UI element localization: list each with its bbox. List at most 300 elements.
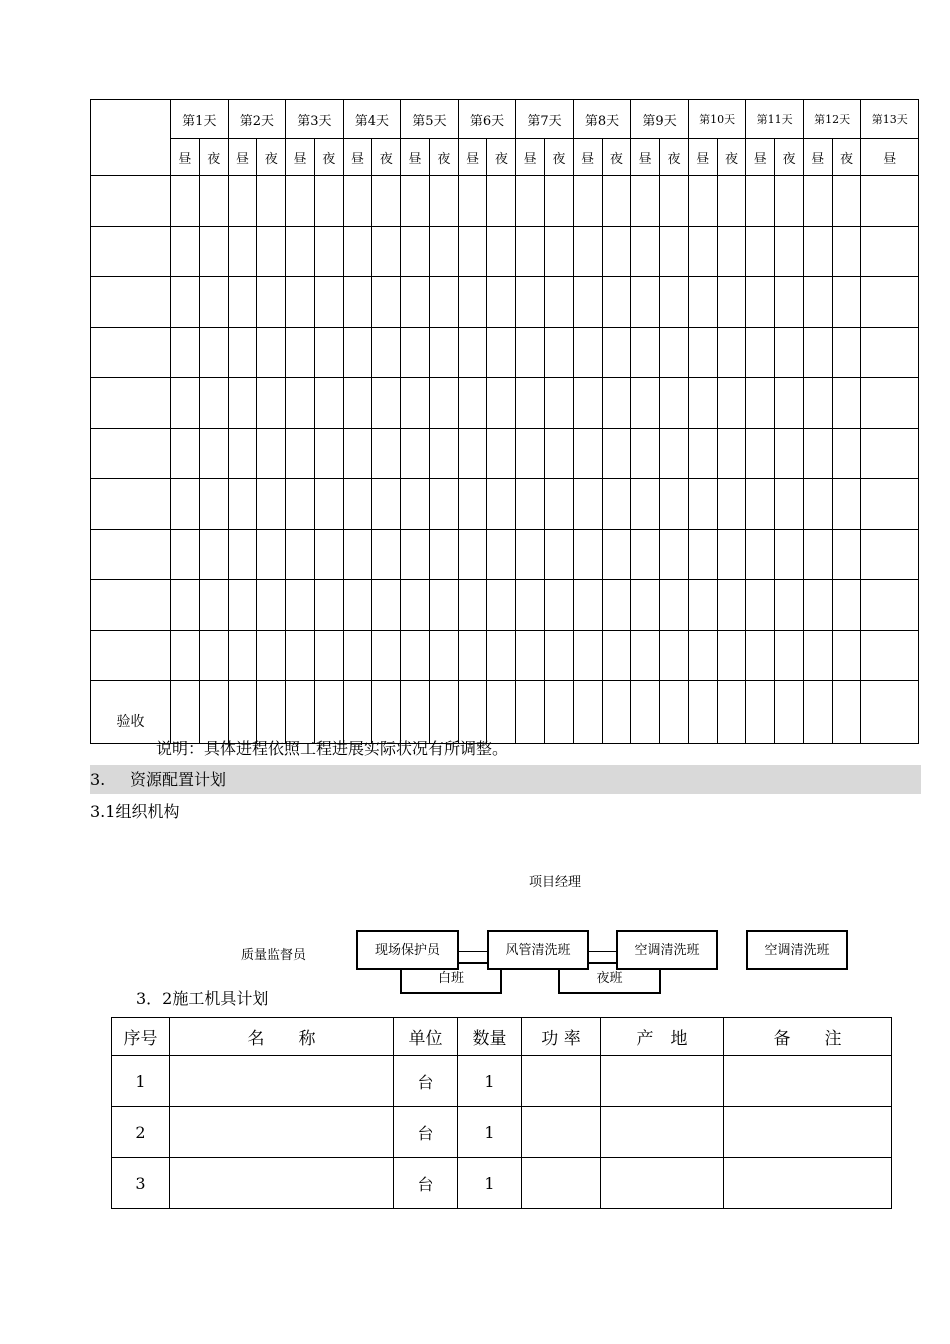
machinery-header-row bbox=[112, 1018, 892, 1056]
schedule-cell bbox=[458, 580, 487, 631]
cell-unit: 台 bbox=[394, 1107, 458, 1158]
schedule-cell bbox=[516, 176, 545, 227]
schedule-day-shift-label: 昼 bbox=[861, 139, 919, 176]
schedule-cell bbox=[573, 630, 602, 681]
schedule-cell bbox=[91, 580, 171, 631]
schedule-cell bbox=[171, 630, 200, 681]
schedule-cell bbox=[171, 681, 200, 744]
schedule-cell bbox=[516, 479, 545, 530]
schedule-cell bbox=[372, 176, 401, 227]
schedule-cell bbox=[861, 226, 919, 277]
schedule-cell bbox=[688, 226, 717, 277]
schedule-cell bbox=[688, 327, 717, 378]
schedule-cell bbox=[775, 176, 804, 227]
schedule-day-shift-label: 昼 bbox=[401, 139, 430, 176]
schedule-cell bbox=[660, 378, 689, 429]
schedule-cell bbox=[91, 428, 171, 479]
schedule-cell bbox=[775, 327, 804, 378]
schedule-cell bbox=[717, 226, 746, 277]
schedule-cell bbox=[487, 681, 516, 744]
schedule-cell bbox=[286, 479, 315, 530]
schedule-cell bbox=[228, 428, 257, 479]
cell-name bbox=[170, 1056, 394, 1107]
schedule-cell bbox=[861, 327, 919, 378]
schedule-cell bbox=[688, 630, 717, 681]
schedule-cell bbox=[803, 479, 832, 530]
schedule-cell bbox=[487, 580, 516, 631]
schedule-cell bbox=[228, 630, 257, 681]
cell-origin bbox=[601, 1056, 724, 1107]
org-ac-cleaning-box-2: 空调清洗班 bbox=[746, 930, 848, 970]
schedule-row bbox=[91, 479, 919, 530]
org-connector bbox=[589, 951, 616, 952]
schedule-cell bbox=[171, 428, 200, 479]
schedule-day-shift-label: 昼 bbox=[573, 139, 602, 176]
schedule-cell bbox=[429, 428, 458, 479]
schedule-cell bbox=[286, 176, 315, 227]
schedule-cell bbox=[775, 277, 804, 328]
schedule-cell bbox=[401, 226, 430, 277]
schedule-cell bbox=[372, 378, 401, 429]
schedule-cell bbox=[401, 529, 430, 580]
schedule-cell bbox=[602, 327, 631, 378]
schedule-cell bbox=[401, 176, 430, 227]
schedule-cell bbox=[171, 277, 200, 328]
schedule-cell bbox=[487, 327, 516, 378]
schedule-cell bbox=[573, 681, 602, 744]
schedule-cell bbox=[516, 630, 545, 681]
schedule-cell bbox=[228, 176, 257, 227]
schedule-day-header: 第4天 bbox=[343, 100, 401, 139]
cell-quantity: 1 bbox=[458, 1056, 522, 1107]
schedule-cell bbox=[573, 479, 602, 530]
schedule-cell bbox=[573, 176, 602, 227]
schedule-day-header: 第3天 bbox=[286, 100, 344, 139]
cell-serial: 2 bbox=[112, 1107, 170, 1158]
schedule-cell bbox=[228, 479, 257, 530]
schedule-cell bbox=[746, 428, 775, 479]
schedule-cell bbox=[429, 226, 458, 277]
schedule-cell bbox=[660, 327, 689, 378]
schedule-night-shift-label: 夜 bbox=[775, 139, 804, 176]
schedule-cell bbox=[257, 529, 286, 580]
schedule-cell bbox=[631, 428, 660, 479]
schedule-cell bbox=[688, 529, 717, 580]
schedule-cell bbox=[688, 479, 717, 530]
schedule-cell bbox=[286, 428, 315, 479]
schedule-cell bbox=[257, 226, 286, 277]
schedule-cell bbox=[688, 176, 717, 227]
org-duct-cleaning-box: 风管清洗班 bbox=[487, 930, 589, 970]
schedule-day-header: 第2天 bbox=[228, 100, 286, 139]
schedule-cell bbox=[286, 327, 315, 378]
schedule-cell bbox=[228, 327, 257, 378]
schedule-cell bbox=[286, 529, 315, 580]
schedule-table bbox=[90, 99, 919, 744]
schedule-day-shift-label: 昼 bbox=[286, 139, 315, 176]
schedule-cell bbox=[746, 681, 775, 744]
schedule-cell bbox=[832, 176, 861, 227]
schedule-cell bbox=[803, 428, 832, 479]
schedule-cell bbox=[286, 580, 315, 631]
schedule-cell bbox=[602, 277, 631, 328]
schedule-cell bbox=[775, 479, 804, 530]
schedule-cell bbox=[314, 277, 343, 328]
schedule-day-header: 第11天 bbox=[746, 100, 804, 139]
schedule-cell bbox=[372, 327, 401, 378]
header-serial: 序号 bbox=[112, 1018, 170, 1056]
schedule-cell bbox=[803, 378, 832, 429]
org-site-protector-box: 现场保护员 bbox=[356, 930, 459, 970]
schedule-cell bbox=[746, 529, 775, 580]
schedule-cell bbox=[401, 681, 430, 744]
schedule-cell bbox=[861, 176, 919, 227]
schedule-row bbox=[91, 277, 919, 328]
schedule-cell bbox=[602, 580, 631, 631]
schedule-cell bbox=[688, 277, 717, 328]
schedule-cell bbox=[803, 529, 832, 580]
schedule-cell bbox=[832, 277, 861, 328]
schedule-cell bbox=[286, 277, 315, 328]
schedule-day-shift-label: 昼 bbox=[343, 139, 372, 176]
machinery-table bbox=[111, 1017, 892, 1209]
schedule-night-shift-label: 夜 bbox=[487, 139, 516, 176]
schedule-cell bbox=[314, 681, 343, 744]
schedule-cell bbox=[660, 681, 689, 744]
schedule-cell bbox=[286, 226, 315, 277]
schedule-cell bbox=[746, 277, 775, 328]
schedule-cell bbox=[516, 327, 545, 378]
schedule-night-shift-label: 夜 bbox=[832, 139, 861, 176]
schedule-cell bbox=[861, 479, 919, 530]
schedule-night-shift-label: 夜 bbox=[257, 139, 286, 176]
schedule-cell bbox=[803, 176, 832, 227]
schedule-cell bbox=[545, 327, 574, 378]
schedule-cell bbox=[199, 428, 228, 479]
schedule-cell bbox=[602, 681, 631, 744]
schedule-cell bbox=[573, 277, 602, 328]
schedule-cell bbox=[746, 580, 775, 631]
schedule-cell bbox=[257, 681, 286, 744]
header-name: 名 称 bbox=[170, 1018, 394, 1056]
schedule-cell bbox=[688, 378, 717, 429]
schedule-cell bbox=[775, 428, 804, 479]
schedule-cell bbox=[861, 277, 919, 328]
schedule-cell bbox=[832, 529, 861, 580]
org-quality-supervisor: 质量监督员 bbox=[241, 948, 307, 963]
schedule-cell bbox=[458, 327, 487, 378]
schedule-day-shift-label: 昼 bbox=[458, 139, 487, 176]
schedule-cell bbox=[257, 428, 286, 479]
schedule-cell bbox=[171, 327, 200, 378]
schedule-night-shift-label: 夜 bbox=[314, 139, 343, 176]
schedule-cell bbox=[717, 378, 746, 429]
schedule-cell bbox=[832, 428, 861, 479]
schedule-cell bbox=[545, 176, 574, 227]
schedule-cell bbox=[602, 378, 631, 429]
schedule-cell bbox=[314, 176, 343, 227]
schedule-cell bbox=[372, 479, 401, 530]
schedule-cell bbox=[91, 378, 171, 429]
org-connector bbox=[459, 951, 487, 952]
schedule-cell bbox=[199, 479, 228, 530]
schedule-cell bbox=[343, 529, 372, 580]
header-quantity: 数量 bbox=[458, 1018, 522, 1056]
schedule-cell bbox=[257, 479, 286, 530]
section-3-1-heading: 3.1组织机构 bbox=[90, 802, 180, 821]
schedule-cell bbox=[343, 630, 372, 681]
schedule-cell bbox=[631, 529, 660, 580]
schedule-cell bbox=[832, 226, 861, 277]
schedule-day-header: 第7天 bbox=[516, 100, 574, 139]
schedule-cell bbox=[631, 479, 660, 530]
schedule-cell bbox=[545, 580, 574, 631]
schedule-cell bbox=[91, 529, 171, 580]
schedule-cell bbox=[602, 226, 631, 277]
schedule-cell bbox=[573, 529, 602, 580]
schedule-cell bbox=[372, 529, 401, 580]
schedule-cell bbox=[401, 630, 430, 681]
schedule-cell bbox=[602, 630, 631, 681]
schedule-cell bbox=[372, 630, 401, 681]
schedule-cell bbox=[286, 630, 315, 681]
cell-origin bbox=[601, 1107, 724, 1158]
schedule-cell bbox=[602, 176, 631, 227]
schedule-cell bbox=[861, 580, 919, 631]
schedule-cell bbox=[861, 630, 919, 681]
cell-serial: 3 bbox=[112, 1158, 170, 1209]
schedule-cell bbox=[717, 327, 746, 378]
cell-serial: 1 bbox=[112, 1056, 170, 1107]
schedule-cell bbox=[516, 529, 545, 580]
schedule-cell bbox=[372, 428, 401, 479]
schedule-day-header: 第10天 bbox=[688, 100, 746, 139]
schedule-cell bbox=[746, 176, 775, 227]
schedule-cell bbox=[660, 277, 689, 328]
schedule-cell bbox=[516, 226, 545, 277]
schedule-cell bbox=[746, 327, 775, 378]
schedule-cell bbox=[487, 479, 516, 530]
schedule-day-header: 第6天 bbox=[458, 100, 516, 139]
schedule-cell bbox=[660, 529, 689, 580]
schedule-cell bbox=[631, 277, 660, 328]
schedule-cell bbox=[458, 428, 487, 479]
schedule-cell bbox=[545, 226, 574, 277]
schedule-cell bbox=[401, 580, 430, 631]
schedule-cell bbox=[631, 630, 660, 681]
schedule-cell bbox=[545, 630, 574, 681]
schedule-cell bbox=[516, 681, 545, 744]
schedule-cell bbox=[688, 428, 717, 479]
cell-power bbox=[522, 1158, 601, 1209]
schedule-cell bbox=[372, 226, 401, 277]
schedule-cell bbox=[631, 176, 660, 227]
schedule-cell bbox=[487, 378, 516, 429]
schedule-cell bbox=[314, 580, 343, 631]
schedule-row bbox=[91, 428, 919, 479]
schedule-cell bbox=[171, 479, 200, 530]
schedule-day-shift-label: 昼 bbox=[803, 139, 832, 176]
schedule-cell bbox=[803, 226, 832, 277]
header-power: 功 率 bbox=[522, 1018, 601, 1056]
schedule-row bbox=[91, 580, 919, 631]
schedule-cell bbox=[171, 378, 200, 429]
schedule-cell bbox=[343, 580, 372, 631]
schedule-cell bbox=[343, 327, 372, 378]
schedule-cell bbox=[228, 681, 257, 744]
schedule-cell bbox=[343, 277, 372, 328]
schedule-cell bbox=[228, 277, 257, 328]
schedule-cell bbox=[228, 378, 257, 429]
schedule-cell bbox=[487, 630, 516, 681]
schedule-day-header: 第8天 bbox=[573, 100, 631, 139]
header-unit: 单位 bbox=[394, 1018, 458, 1056]
schedule-cell bbox=[545, 277, 574, 328]
schedule-cell bbox=[429, 479, 458, 530]
schedule-cell bbox=[429, 277, 458, 328]
org-night-shift-box: 夜班 bbox=[558, 962, 661, 994]
schedule-acceptance-label: 验收 bbox=[91, 681, 171, 744]
schedule-cell bbox=[545, 428, 574, 479]
schedule-cell bbox=[688, 681, 717, 744]
schedule-cell bbox=[199, 378, 228, 429]
cell-unit: 台 bbox=[394, 1158, 458, 1209]
schedule-cell bbox=[372, 681, 401, 744]
schedule-cell bbox=[199, 226, 228, 277]
schedule-day-header: 第5天 bbox=[401, 100, 459, 139]
schedule-cell bbox=[545, 681, 574, 744]
schedule-day-shift-label: 昼 bbox=[171, 139, 200, 176]
schedule-corner-cell bbox=[91, 100, 171, 176]
cell-remarks bbox=[724, 1056, 892, 1107]
schedule-night-shift-label: 夜 bbox=[545, 139, 574, 176]
schedule-cell bbox=[343, 479, 372, 530]
schedule-row bbox=[91, 176, 919, 227]
schedule-cell bbox=[429, 327, 458, 378]
schedule-cell bbox=[372, 580, 401, 631]
schedule-row bbox=[91, 681, 919, 744]
schedule-cell bbox=[228, 580, 257, 631]
schedule-cell bbox=[401, 277, 430, 328]
header-origin: 产 地 bbox=[601, 1018, 724, 1056]
schedule-cell bbox=[775, 630, 804, 681]
schedule-cell bbox=[343, 378, 372, 429]
schedule-cell bbox=[803, 681, 832, 744]
schedule-cell bbox=[458, 277, 487, 328]
schedule-cell bbox=[861, 378, 919, 429]
cell-quantity: 1 bbox=[458, 1107, 522, 1158]
schedule-cell bbox=[545, 479, 574, 530]
schedule-cell bbox=[257, 277, 286, 328]
schedule-cell bbox=[717, 479, 746, 530]
schedule-cell bbox=[516, 580, 545, 631]
schedule-cell bbox=[717, 681, 746, 744]
schedule-cell bbox=[832, 681, 861, 744]
org-project-manager: 项目经理 bbox=[529, 875, 582, 890]
schedule-cell bbox=[775, 681, 804, 744]
schedule-night-shift-label: 夜 bbox=[199, 139, 228, 176]
schedule-day-header: 第9天 bbox=[631, 100, 689, 139]
org-ac-cleaning-box: 空调清洗班 bbox=[616, 930, 718, 970]
cell-origin bbox=[601, 1158, 724, 1209]
schedule-cell bbox=[343, 176, 372, 227]
schedule-cell bbox=[602, 479, 631, 530]
schedule-cell bbox=[401, 327, 430, 378]
schedule-day-shift-label: 昼 bbox=[746, 139, 775, 176]
table-row bbox=[112, 1056, 892, 1107]
schedule-cell bbox=[458, 378, 487, 429]
schedule-cell bbox=[803, 630, 832, 681]
schedule-cell bbox=[573, 580, 602, 631]
cell-unit: 台 bbox=[394, 1056, 458, 1107]
cell-power bbox=[522, 1056, 601, 1107]
schedule-cell bbox=[487, 176, 516, 227]
cell-name bbox=[170, 1158, 394, 1209]
schedule-cell bbox=[199, 176, 228, 227]
schedule-night-shift-label: 夜 bbox=[602, 139, 631, 176]
schedule-cell bbox=[717, 630, 746, 681]
schedule-day-header: 第1天 bbox=[171, 100, 229, 139]
schedule-cell bbox=[746, 226, 775, 277]
schedule-row bbox=[91, 378, 919, 429]
schedule-cell bbox=[343, 681, 372, 744]
schedule-cell bbox=[401, 428, 430, 479]
schedule-cell bbox=[199, 327, 228, 378]
schedule-cell bbox=[545, 529, 574, 580]
schedule-cell bbox=[545, 378, 574, 429]
schedule-cell bbox=[286, 378, 315, 429]
schedule-cell bbox=[372, 277, 401, 328]
schedule-cell bbox=[171, 529, 200, 580]
schedule-cell bbox=[199, 681, 228, 744]
schedule-cell bbox=[228, 529, 257, 580]
schedule-day-header: 第13天 bbox=[861, 100, 919, 139]
schedule-cell bbox=[573, 378, 602, 429]
schedule-cell bbox=[487, 226, 516, 277]
schedule-cell bbox=[631, 226, 660, 277]
schedule-cell bbox=[429, 378, 458, 429]
schedule-cell bbox=[429, 580, 458, 631]
schedule-cell bbox=[429, 681, 458, 744]
schedule-night-shift-label: 夜 bbox=[372, 139, 401, 176]
schedule-day-shift-label: 昼 bbox=[516, 139, 545, 176]
schedule-cell bbox=[803, 277, 832, 328]
cell-name bbox=[170, 1107, 394, 1158]
schedule-day-shift-label: 昼 bbox=[688, 139, 717, 176]
schedule-cell bbox=[458, 226, 487, 277]
schedule-cell bbox=[487, 529, 516, 580]
schedule-cell bbox=[257, 580, 286, 631]
schedule-cell bbox=[861, 681, 919, 744]
schedule-cell bbox=[257, 176, 286, 227]
schedule-cell bbox=[487, 277, 516, 328]
schedule-cell bbox=[688, 580, 717, 631]
header-remarks: 备 注 bbox=[724, 1018, 892, 1056]
schedule-cell bbox=[717, 529, 746, 580]
schedule-cell bbox=[717, 277, 746, 328]
schedule-cell bbox=[91, 176, 171, 227]
schedule-cell bbox=[775, 378, 804, 429]
schedule-cell bbox=[573, 428, 602, 479]
schedule-cell bbox=[171, 226, 200, 277]
schedule-cell bbox=[314, 428, 343, 479]
schedule-cell bbox=[631, 327, 660, 378]
schedule-cell bbox=[429, 529, 458, 580]
schedule-row bbox=[91, 327, 919, 378]
schedule-cell bbox=[660, 226, 689, 277]
schedule-cell bbox=[257, 327, 286, 378]
schedule-night-shift-label: 夜 bbox=[660, 139, 689, 176]
